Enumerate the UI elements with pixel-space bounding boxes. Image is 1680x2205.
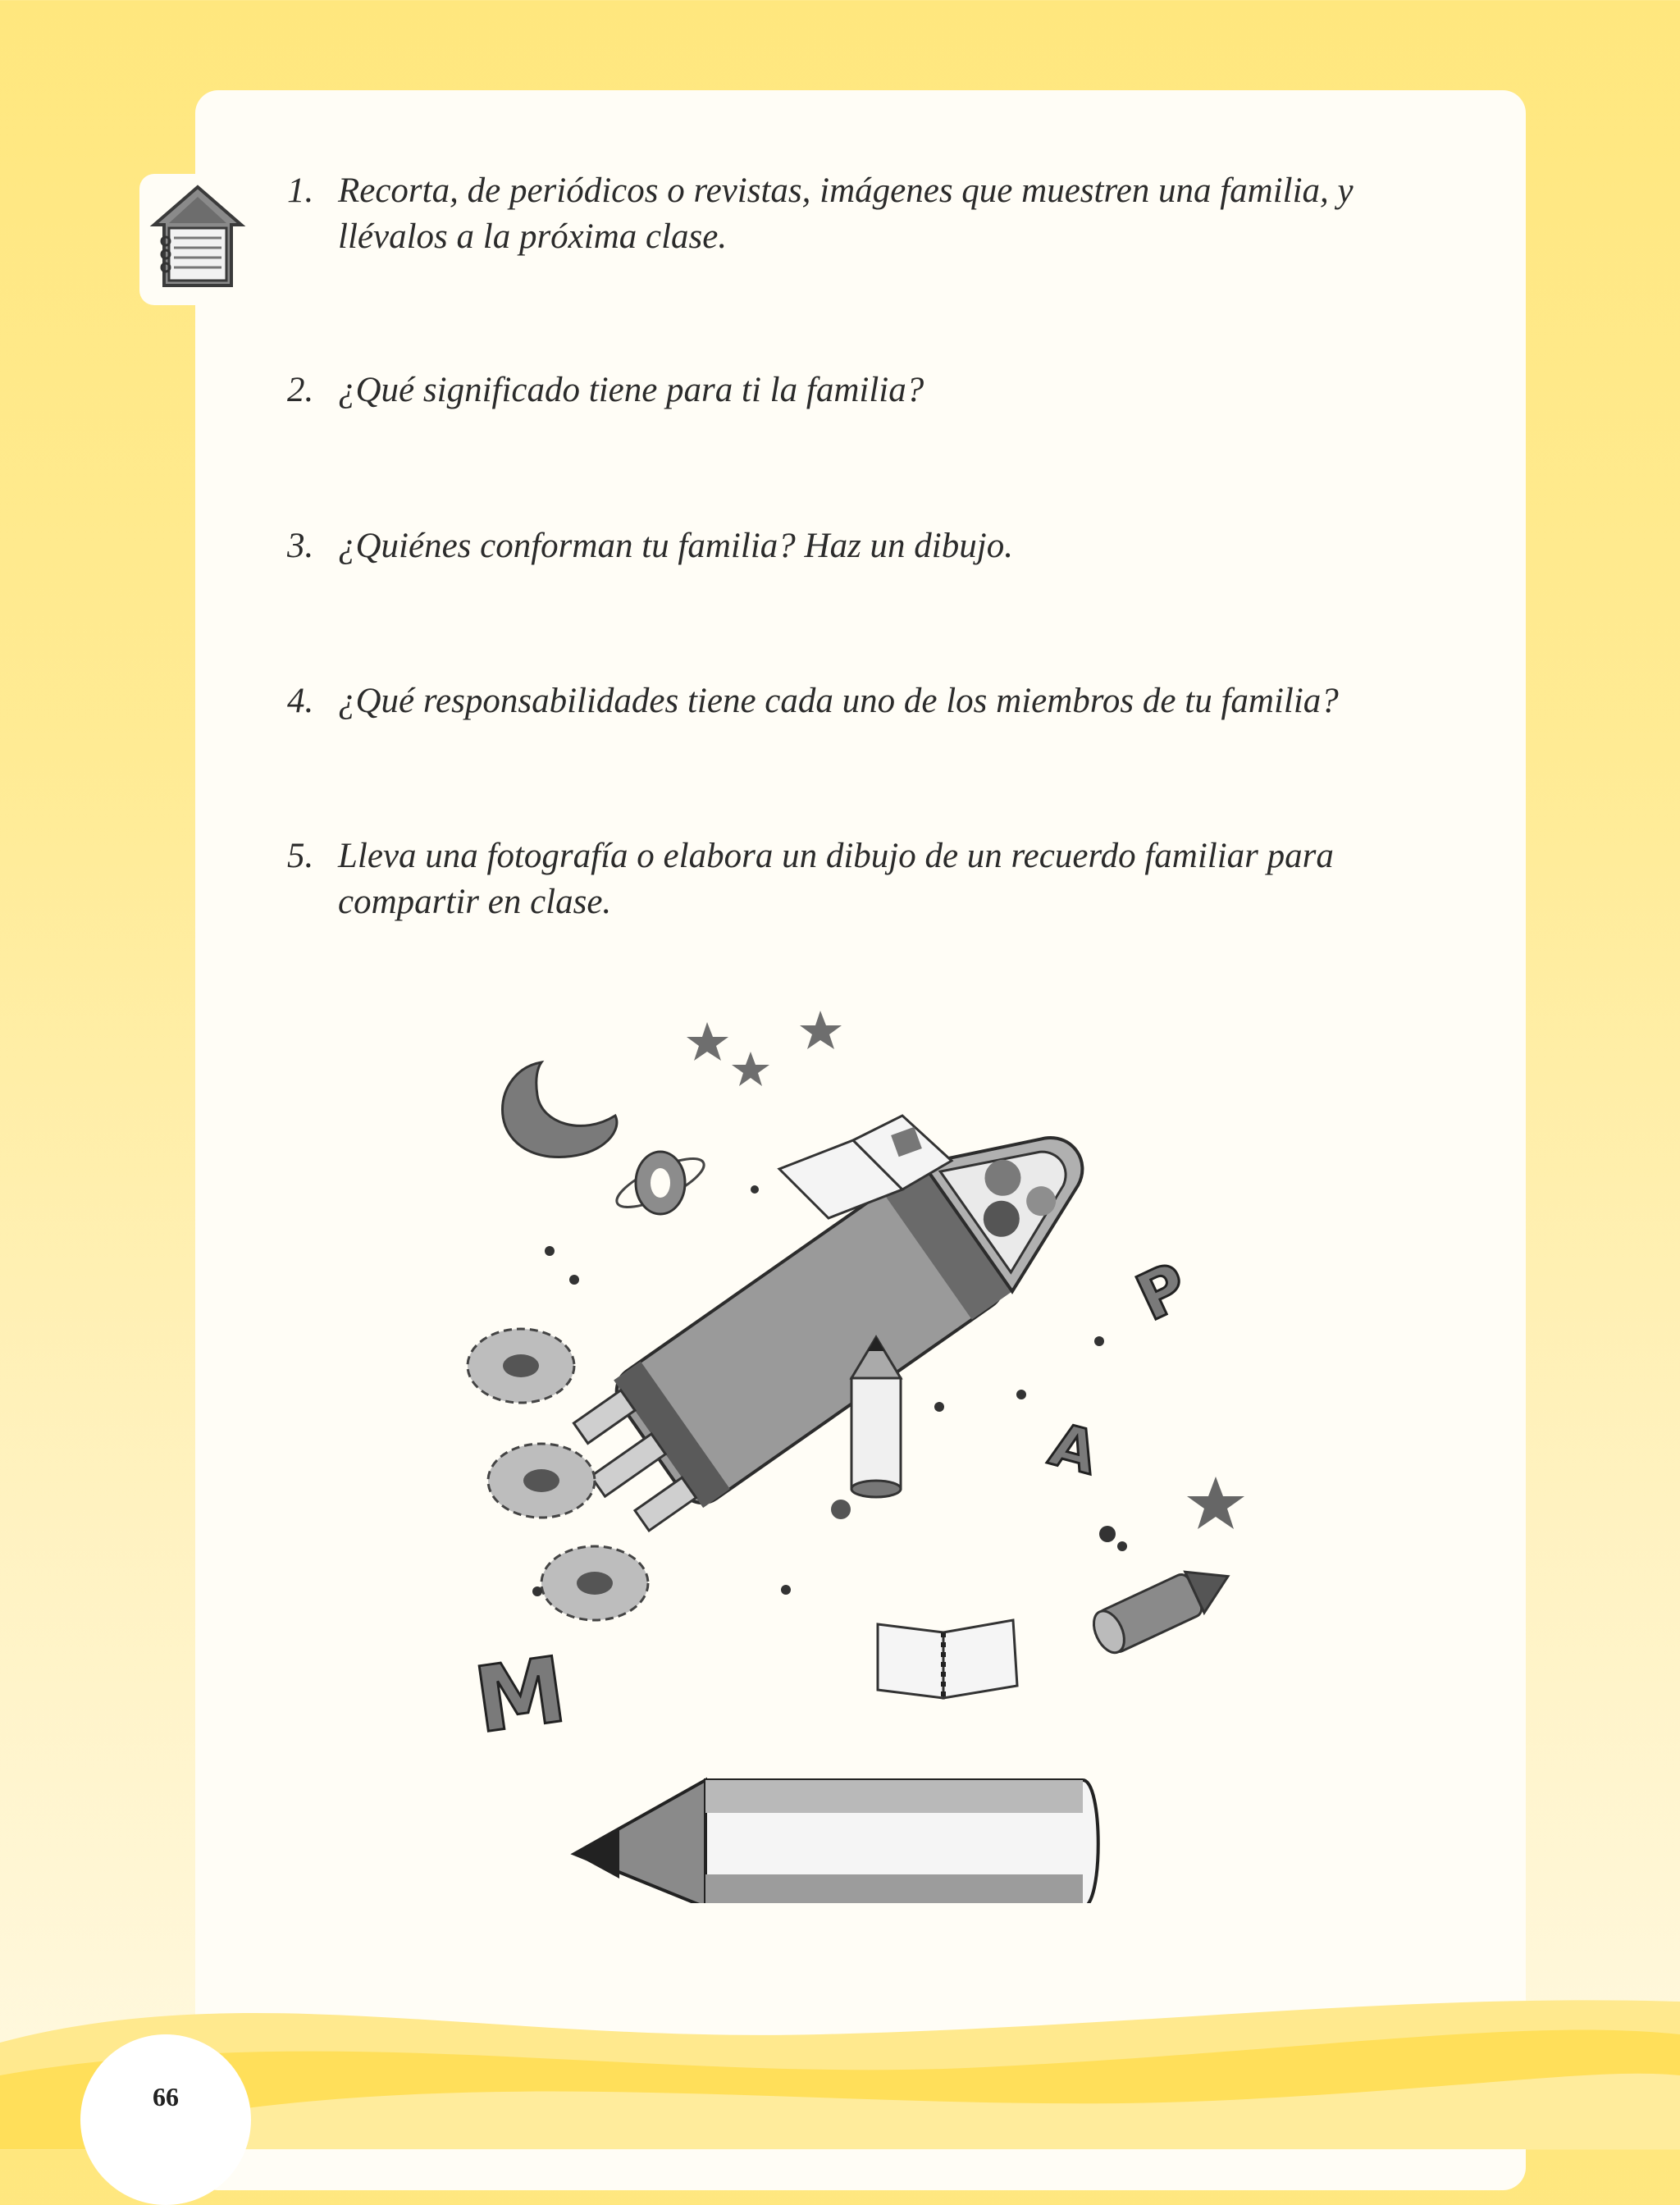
star-icon	[687, 1022, 728, 1061]
star-icon	[1187, 1477, 1244, 1529]
page-number: 66	[153, 2082, 179, 2111]
planet-letter-o	[611, 1149, 710, 1217]
question-number: 5.	[287, 837, 314, 875]
letter-p: P	[1125, 1249, 1200, 1336]
letter-m: M	[468, 1637, 573, 1754]
house-notebook-icon	[146, 182, 249, 290]
question-text: Lleva una fotografía o elabora un dibujo de un recuerdo familiar para compartir en clase.	[338, 837, 1334, 921]
moon-icon	[503, 1062, 617, 1157]
question-number: 3.	[287, 527, 314, 565]
question-text: Recorta, de periódicos o revistas, imágenes que muestren una familia, y llévalos a la próxima clase.	[338, 171, 1354, 256]
question-item	[287, 678, 1452, 724]
activity-list	[287, 168, 1452, 925]
question-text: ¿Quiénes conforman tu familia? Haz un dibujo.	[338, 527, 1013, 565]
question-item	[287, 368, 1452, 413]
rocket-illustration	[459, 993, 1288, 1903]
open-book-icon	[878, 1620, 1017, 1698]
question-number: 2.	[287, 371, 314, 409]
page-number-badge	[80, 2034, 251, 2205]
question-number: 4.	[287, 682, 314, 720]
question-text: ¿Qué significado tiene para ti la familia?	[338, 371, 924, 409]
question-number: 1.	[287, 171, 314, 210]
letter-a: A	[1043, 1409, 1105, 1488]
star-icon	[800, 1011, 842, 1049]
star-icon	[732, 1052, 769, 1086]
question-item	[287, 168, 1452, 260]
wave-footer	[0, 1944, 1680, 2149]
question-item	[287, 523, 1452, 569]
question-text: ¿Qué responsabilidades tiene cada uno de los miembros de tu familia?	[338, 682, 1339, 720]
large-pencil-icon	[574, 1780, 1098, 1903]
question-item	[287, 833, 1452, 925]
crayon-icon	[1088, 1556, 1238, 1658]
letter-o: O	[653, 1194, 654, 1195]
